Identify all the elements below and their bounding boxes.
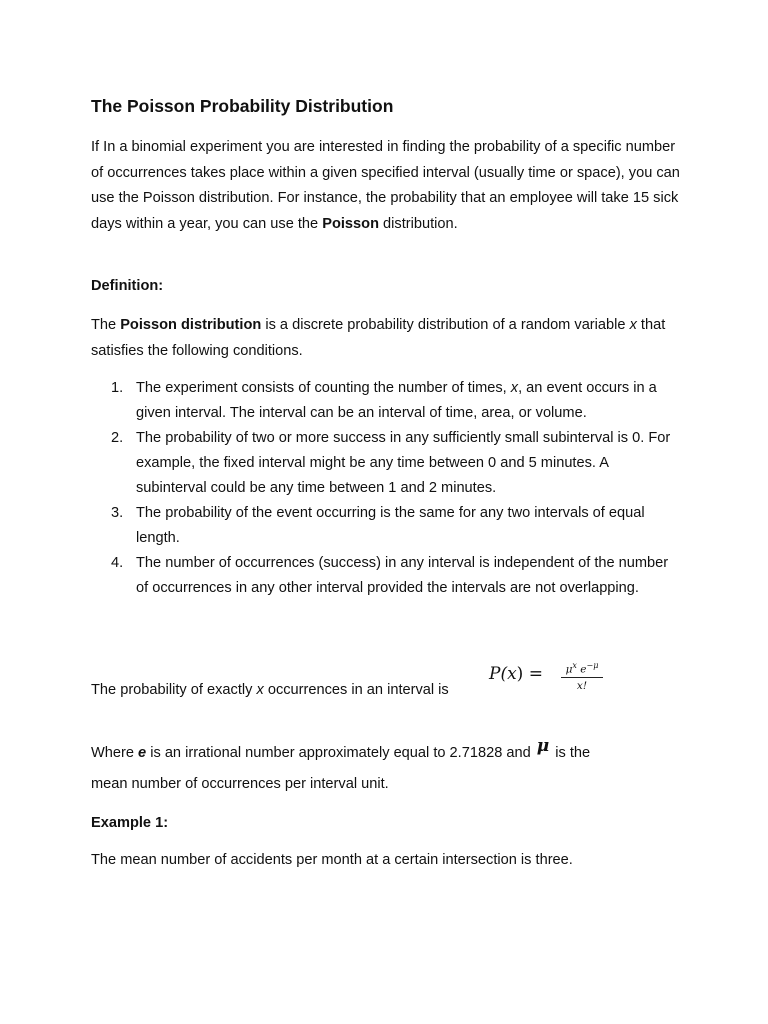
- where-paragraph: [91, 736, 691, 767]
- definition-text-end: that satisfies the following conditions.: [91, 317, 666, 359]
- formula-sentence: [91, 661, 711, 718]
- intro-bold-term: Poisson: [322, 215, 379, 232]
- formula-exp-x: x: [572, 661, 577, 670]
- definition-heading: Definition:: [91, 278, 164, 294]
- where-e: e: [138, 745, 147, 761]
- formula-lhs: [489, 664, 543, 684]
- list-item: [91, 501, 681, 551]
- list-item-text: The probability of two or more success in any sufficiently small subinterval is 0. For example, the fixed interval might be any time between 0 and 5 minutes. A subinterval could be any time between 1 and 2 minutes.: [136, 430, 671, 496]
- definition-text-mid: is a discrete probability distribution of a random variable: [261, 317, 630, 333]
- where-mu-symbol: μ: [536, 736, 550, 756]
- formula-e: e: [576, 663, 587, 676]
- intro-text: If In a binomial experiment you are interested in finding the probability of a specific number of occurrences takes place within a given specified interval (usually time or space), you can use the Poisson distribution. For instance, the probability that an employee will take 15 sick days within a year, you can use the: [91, 139, 680, 232]
- formula-sentence-variable: x: [256, 682, 264, 698]
- example-heading: Example 1:: [91, 815, 169, 831]
- list-item-text: The number of occurrences (success) in any interval is independent of the number of occurrences in any other interval provided the intervals are not overlapping.: [136, 555, 669, 596]
- definition-paragraph: [91, 313, 691, 364]
- formula-x: x: [507, 664, 517, 684]
- fraction-bar: [561, 677, 603, 678]
- intro-paragraph: [91, 135, 691, 237]
- list-item-number: 1.: [111, 380, 124, 396]
- formula-mu: μ: [565, 663, 573, 676]
- definition-variable: x: [629, 317, 637, 333]
- list-item: [91, 551, 681, 601]
- conditions-list: [91, 376, 681, 601]
- example-text: The mean number of accidents per month at a certain intersection is three.: [91, 852, 573, 868]
- list-item: [91, 426, 681, 501]
- intro-text-end: distribution.: [378, 215, 458, 232]
- definition-bold-term: Poisson distribution: [120, 317, 262, 333]
- definition-text: The: [91, 317, 121, 333]
- formula-fraction: [561, 660, 603, 692]
- list-item-variable: x: [510, 380, 519, 396]
- formula-denominator: x!: [576, 679, 588, 692]
- where-text-end: is the: [551, 745, 591, 761]
- list-item-number: 3.: [111, 505, 124, 521]
- formula-numerator: [561, 660, 603, 676]
- list-item-text: The experiment consists of counting the number of times,: [136, 380, 511, 396]
- list-item: [91, 376, 681, 426]
- page-title: The Poisson Probability Distribution: [91, 96, 394, 116]
- formula-sentence-start: The probability of exactly: [91, 682, 257, 698]
- formula-sentence-text: [91, 678, 449, 703]
- list-item-text-rest: , an event occurs in a given interval. The interval can be an interval of time, area, or volume.: [136, 380, 657, 421]
- formula-p: P(: [489, 664, 508, 684]
- where-text-mid: is an irrational number approximately equal to 2.71828 and: [146, 745, 535, 761]
- list-item-text: The probability of the event occurring is the same for any two intervals of equal length.: [136, 505, 645, 546]
- list-item-number: 4.: [111, 555, 124, 571]
- formula-sentence-end: occurrences in an interval is: [263, 682, 449, 698]
- formula-exp-mu: −μ: [586, 661, 599, 670]
- where-text: Where: [91, 745, 139, 761]
- formula-equals: ) =: [516, 664, 543, 684]
- list-item-number: 2.: [111, 430, 124, 446]
- where-paragraph-line2: mean number of occurrences per interval unit.: [91, 776, 389, 792]
